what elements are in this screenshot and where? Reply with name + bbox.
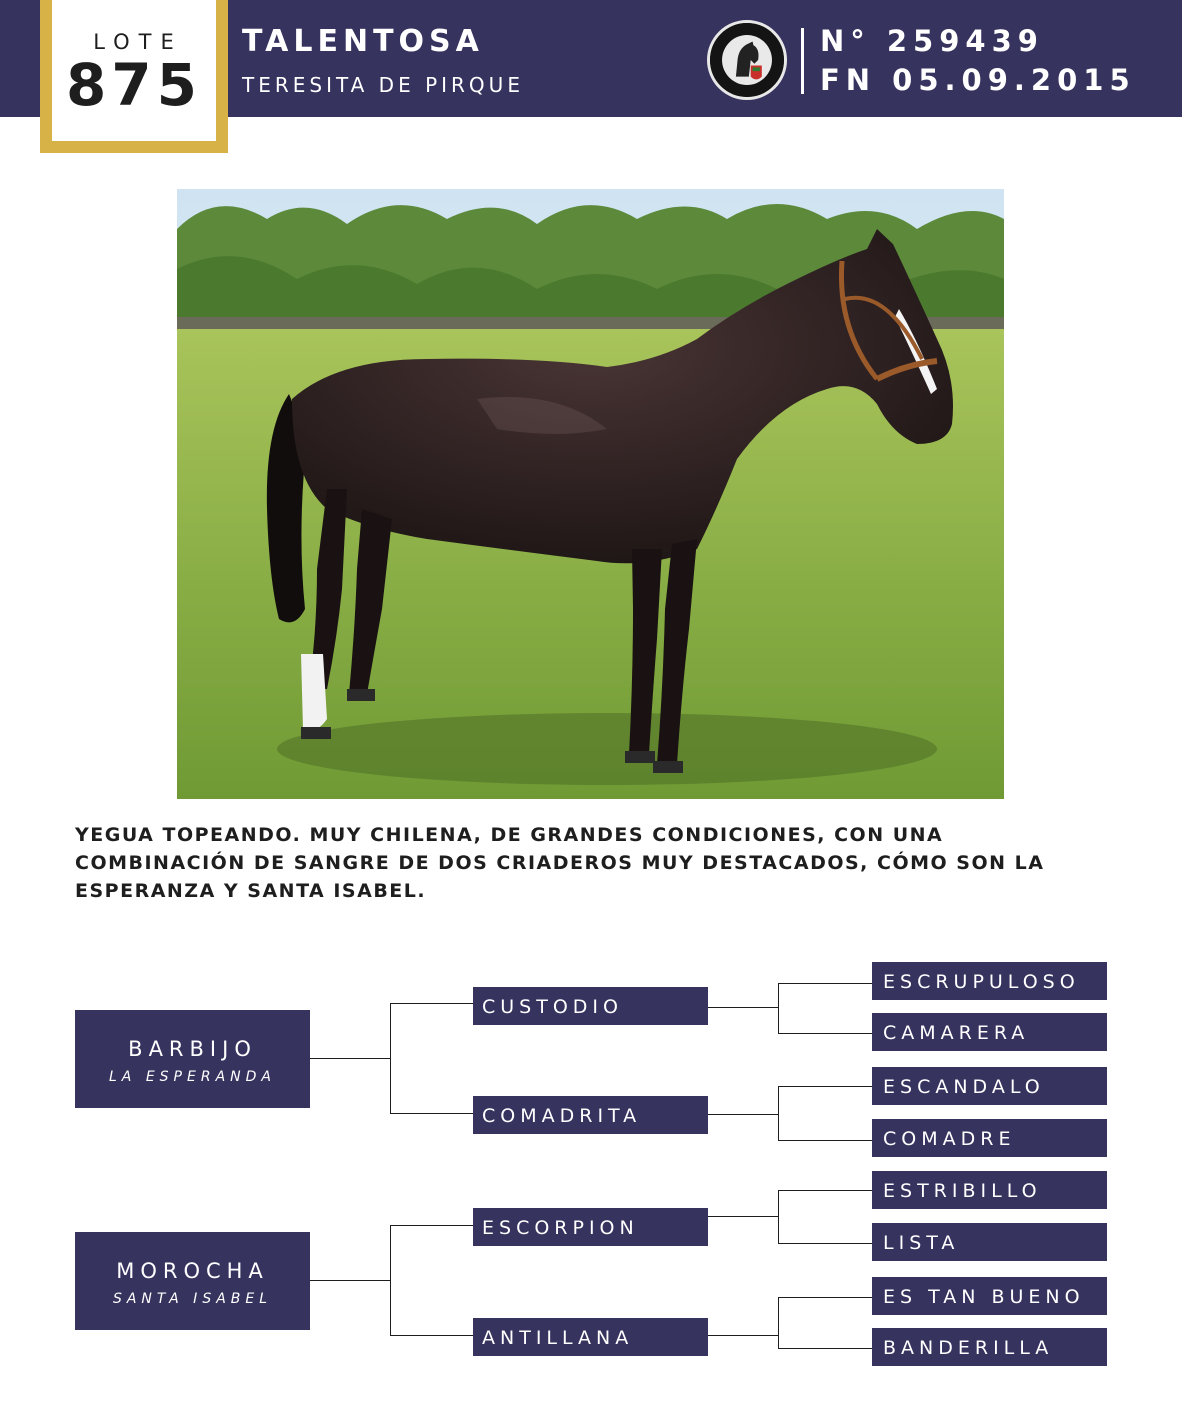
sire-breeder: LA ESPERANDA: [109, 1069, 276, 1085]
great-grandparent-2: CAMARERA: [872, 1013, 1107, 1051]
dam-breeder: SANTA ISABEL: [112, 1291, 273, 1307]
great-grandparent-7: ES TAN BUENO: [872, 1277, 1107, 1315]
great-grandparent-8: BANDERILLA: [872, 1328, 1107, 1366]
registration-number: N° 259439: [820, 24, 1044, 58]
sire-name: BARBIJO: [128, 1037, 257, 1061]
remates-zanartu-logo-icon: [707, 20, 787, 100]
dam-name: MOROCHA: [116, 1259, 269, 1283]
grandparent-3: ESCORPION: [473, 1208, 708, 1246]
birth-date: FN 05.09.2015: [820, 63, 1136, 97]
horse-photo: [177, 189, 1004, 799]
grandparent-2: COMADRITA: [473, 1096, 708, 1134]
horse-name: TALENTOSA: [242, 24, 484, 59]
lot-description: YEGUA TOPEANDO. MUY CHILENA, DE GRANDES CONDICIONES, CON UNA COMBINACIÓN DE SANGRE DE DOS CRIADEROS MUY DESTACADOS, CÓMO SON LA ESPERANZA Y SANTA ISABEL.: [75, 824, 1045, 902]
great-grandparent-3: ESCANDALO: [872, 1067, 1107, 1105]
lot-badge: [40, 0, 228, 153]
lot-badge-inner: [52, 0, 216, 141]
great-grandparent-6: LISTA: [872, 1223, 1107, 1261]
pedigree-sire: [75, 1010, 310, 1108]
great-grandparent-4: COMADRE: [872, 1119, 1107, 1157]
great-grandparent-5: ESTRIBILLO: [872, 1171, 1107, 1209]
grandparent-1: CUSTODIO: [473, 987, 708, 1025]
lot-label: LOTE: [93, 30, 183, 54]
header-divider: [801, 28, 804, 94]
pedigree-dam: [75, 1232, 310, 1330]
lot-number: 875: [65, 51, 203, 119]
great-grandparent-1: ESCRUPULOSO: [872, 962, 1107, 1000]
grandparent-4: ANTILLANA: [473, 1318, 708, 1356]
breeder-name: TERESITA DE PIRQUE: [242, 73, 524, 97]
